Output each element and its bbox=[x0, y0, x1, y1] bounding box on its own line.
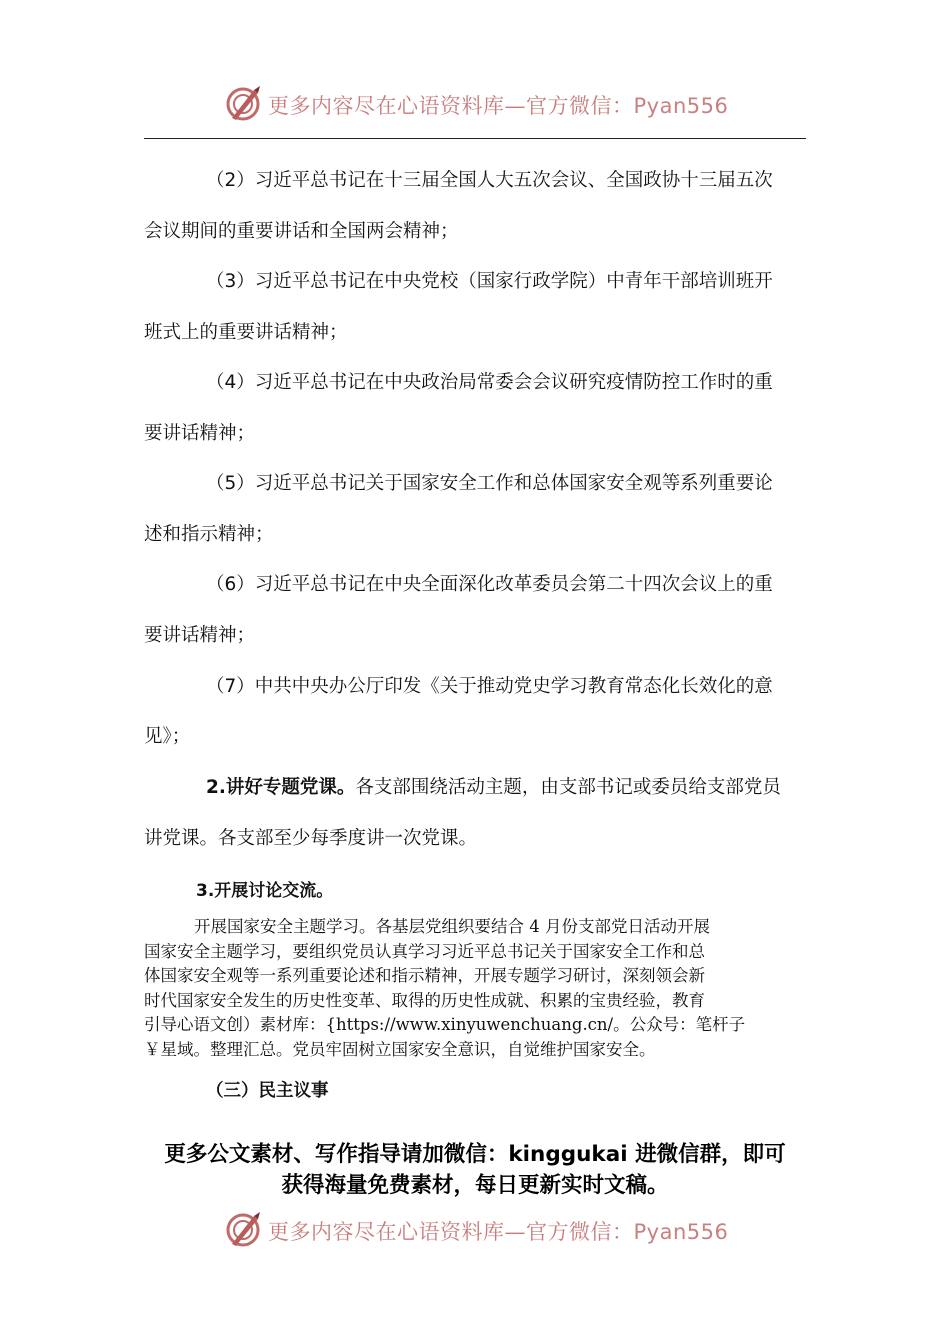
item-6-line1: （6）习近平总书记在中央全面深化改革委员会第二十四次会议上的重 bbox=[206, 574, 773, 595]
header-banner bbox=[0, 82, 950, 128]
item-2-line1: （2）习近平总书记在十三届全国人大五次会议、全国政协十三届五次 bbox=[206, 170, 773, 191]
item-2-line2: 会议期间的重要讲话和全国两会精神； bbox=[144, 221, 459, 242]
body-line: ￥星域。整理汇总。党员牢固树立国家安全意识，自觉维护国家安全。 bbox=[144, 1039, 656, 1059]
section-3-heading: 3.开展讨论交流。 bbox=[196, 881, 334, 901]
item-5-line1: （5）习近平总书记关于国家安全工作和总体国家安全观等系列重要论 bbox=[206, 473, 773, 494]
banner-wechat-id: Pyan556 bbox=[633, 1220, 729, 1244]
section-2-line2: 讲党课。各支部至少每季度讲一次党课。 bbox=[144, 828, 478, 849]
item-6-line2: 要讲话精神； bbox=[144, 625, 256, 646]
section-2-text: 各支部围绕活动主题，由支部书记或委员给支部党员 bbox=[355, 777, 781, 798]
banner-wechat-id: Pyan556 bbox=[633, 94, 729, 118]
footer-banner bbox=[0, 1208, 950, 1254]
cta-line2: 获得海量免费素材，每日更新实时文稿。 bbox=[281, 1173, 669, 1198]
section-4-heading: （三）民主议事 bbox=[206, 1081, 329, 1101]
item-5-line2: 述和指示精神； bbox=[144, 524, 274, 545]
body-line: 开展国家安全主题学习。各基层党组织要结合 4 月份支部党日活动开展 bbox=[194, 917, 710, 936]
pen-logo-icon bbox=[224, 84, 264, 124]
body-line: 引导心语文创）素材库：{https://www.xinyuwenchuang.cn/。公众号：笔杆子 bbox=[144, 1015, 746, 1034]
section-3-body bbox=[144, 915, 808, 1062]
header-divider bbox=[144, 138, 806, 139]
section-2-heading: 2.讲好专题党课。 bbox=[206, 777, 356, 798]
body-line: 国家安全主题学习，要组织党员认真学习习近平总书记关于国家安全工作和总 bbox=[144, 941, 705, 961]
item-7-line2: 见》； bbox=[144, 726, 191, 747]
section-2-paragraph bbox=[206, 773, 866, 799]
item-4-line2: 要讲话精神； bbox=[144, 423, 256, 444]
cta-line1: 更多公文素材、写作指导请加微信：kinggukai 进微信群，即可 bbox=[164, 1142, 786, 1167]
item-7-line1: （7）中共中央办公厅印发《关于推动党史学习教育常态化长效化的意 bbox=[206, 676, 773, 697]
body-line: 时代国家安全发生的历史性变革、取得的历史性成就、积累的宝贵经验，教育 bbox=[144, 990, 705, 1010]
body-line: 体国家安全观等一系列重要论述和指示精神，开展专题学习研讨，深刻领会新 bbox=[144, 966, 705, 985]
pen-logo-icon bbox=[224, 1210, 264, 1250]
item-4-line1: （4）习近平总书记在中央政治局常委会会议研究疫情防控工作时的重 bbox=[206, 372, 773, 393]
item-3-line1: （3）习近平总书记在中央党校（国家行政学院）中青年干部培训班开 bbox=[206, 271, 773, 292]
item-3-line2: 班式上的重要讲话精神； bbox=[144, 322, 348, 343]
banner-text: 更多内容尽在心语资料库—官方微信：Pyan556 bbox=[268, 1220, 729, 1244]
banner-text: 更多内容尽在心语资料库—官方微信：Pyan556 bbox=[268, 94, 729, 118]
